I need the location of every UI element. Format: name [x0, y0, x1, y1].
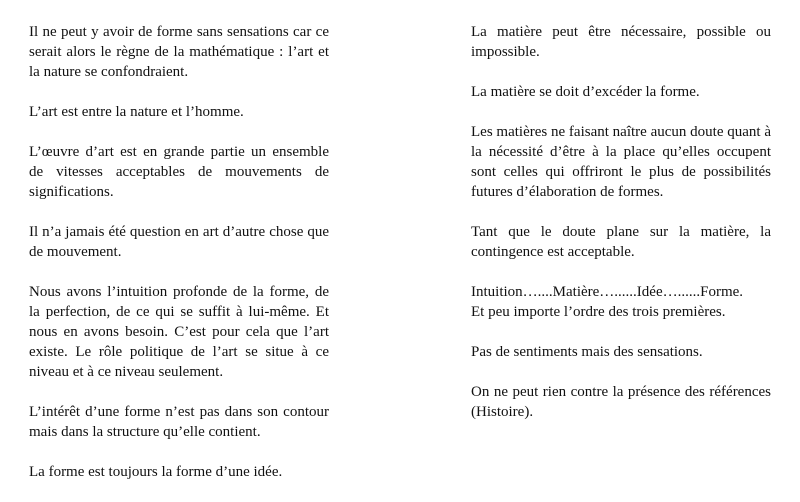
paragraph-doute-contingence: Tant que le doute plane sur la matière, la contingence est acceptable. — [471, 224, 771, 260]
paragraph-sentiments: Pas de sentiments mais des sensations. — [471, 344, 703, 360]
paragraph-matiere-exceder: La matière se doit d’excéder la forme. — [471, 84, 700, 100]
right-text-column — [471, 22, 771, 442]
order-line: Et peu importe l’ordre des trois premières. — [471, 304, 726, 320]
paragraph-intuition-forme: Nous avons l’intuition profonde de la forme, de la perfection, de ce qui se suffit à lui-même. Et nous en avons besoin. C’est pour cela que l’art existe. Le rôle politique de l’art se situe à ce niveau et à ce niveau seulement. — [29, 284, 329, 380]
paragraph-oeuvre-vitesses: L’œuvre d’art est en grande partie un ensemble de vitesses acceptables de mouvements de significations. — [29, 144, 329, 200]
paragraph-references-histoire: On ne peut rien contre la présence des références (Histoire). — [471, 384, 771, 420]
paragraph-art-nature-homme: L’art est entre la nature et l’homme. — [29, 104, 244, 120]
intuition-sequence-line: Intuition…....Matière…......Idée…......Forme. — [471, 284, 744, 300]
paragraph-intuition-sequence — [471, 282, 771, 322]
paragraph-matiere-necessaire: La matière peut être nécessaire, possible ou impossible. — [471, 24, 771, 60]
paragraph-mouvement: Il n’a jamais été question en art d’autre chose que de mouvement. — [29, 224, 329, 260]
paragraph-forme-sensations: Il ne peut y avoir de forme sans sensations car ce serait alors le règne de la mathématique : l’art et la nature se confondraient. — [29, 24, 329, 80]
paragraph-forme-idee: La forme est toujours la forme d’une idée. — [29, 464, 283, 480]
paragraph-interet-forme: L’intérêt d’une forme n’est pas dans son contour mais dans la structure qu’elle contient. — [29, 404, 329, 440]
left-text-column — [29, 22, 329, 502]
paragraph-matieres-doute: Les matières ne faisant naître aucun doute quant à la nécessité d’être à la place qu’elles occupent sont celles qui offriront le plus de possibilités futures d’élaboration de formes. — [471, 124, 771, 200]
